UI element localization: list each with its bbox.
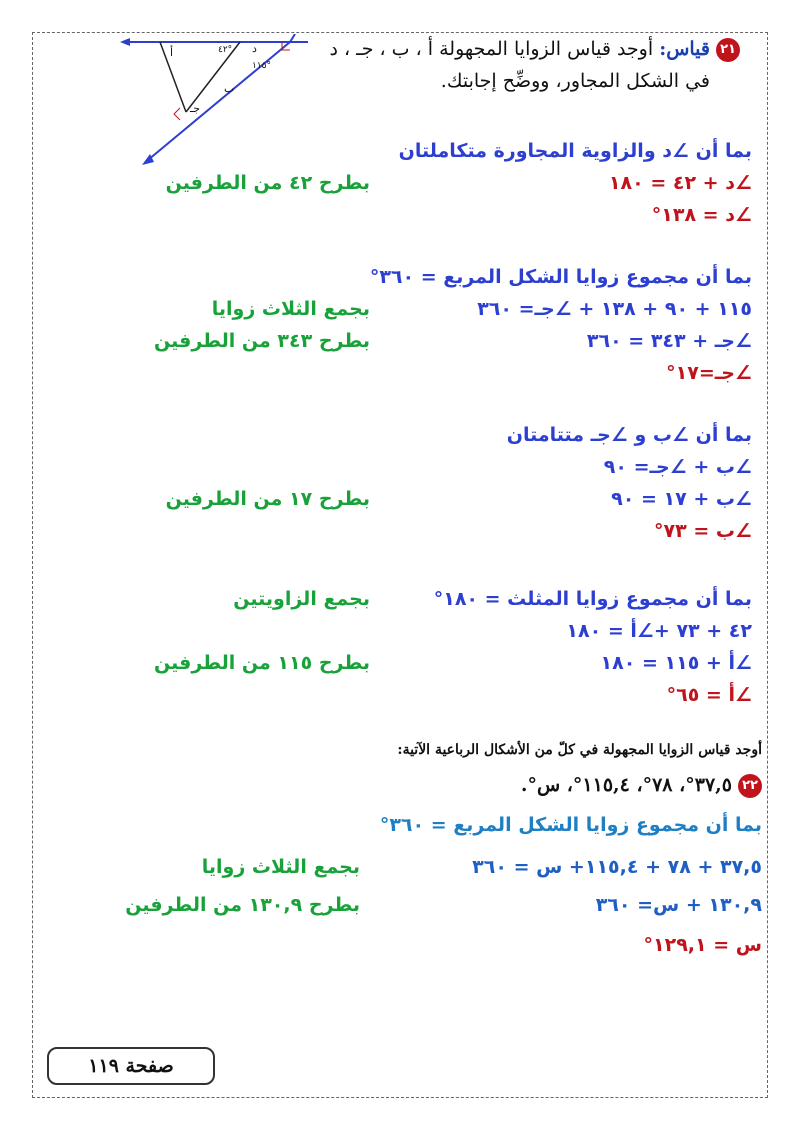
- q21-prompt-line: [329, 38, 740, 62]
- q22-heading: بما أن مجموع زوايا الشكل المربع = ٣٦٠°: [379, 814, 762, 836]
- q21-number-badge: ٢١: [716, 38, 740, 62]
- step1-line1: ∠د + ٤٢ = ١٨٠: [608, 172, 752, 194]
- q21-prompt: أوجد قياس الزوايا المجهولة أ ، ب ، جـ ، د: [329, 38, 654, 60]
- step3-line2-note: بطرح ١٧ من الطرفين: [165, 488, 370, 510]
- step1-heading: بما أن ∠د والزاوية المجاورة متكاملتان: [398, 140, 752, 162]
- step1-line2: ∠د = ١٣٨°: [651, 204, 752, 226]
- q22-line2: ١٣٠,٩ + س= ٣٦٠: [595, 894, 762, 916]
- step2-heading: بما أن مجموع زوايا الشكل المربع = ٣٦٠°: [369, 266, 752, 288]
- q22-given-line: [521, 774, 762, 798]
- step2-line2-note: بطرح ٣٤٣ من الطرفين: [154, 330, 370, 352]
- q21-prompt2: في الشكل المجاور، ووضِّح إجابتك.: [440, 70, 710, 92]
- figure-label-j: جـ: [190, 102, 201, 115]
- step4-line2-note: بطرح ١١٥ من الطرفين: [154, 652, 370, 674]
- page-number-box: صفحة ١١٩: [47, 1047, 215, 1085]
- figure-label-b: ب: [224, 82, 235, 95]
- q22-given: ٣٧,٥°، ٧٨°، ١١٥,٤°، س°.: [520, 774, 732, 796]
- figure-angle-115: ١١٥°: [252, 61, 272, 71]
- q22-number-badge: ٢٢: [738, 774, 762, 798]
- step1-line1-note: بطرح ٤٢ من الطرفين: [165, 172, 370, 194]
- step3-line3: ∠ب = ٧٣°: [654, 520, 752, 542]
- figure-label-a: أ: [170, 46, 174, 59]
- q22-line1: ٣٧,٥ + ٧٨ + ١١٥,٤+ س = ٣٦٠: [472, 856, 762, 878]
- step3-line1: ∠ب + ∠جـ= ٩٠: [603, 456, 752, 478]
- figure-angle-42: ٤٢°: [218, 45, 233, 55]
- step3-line2: ∠ب + ١٧ = ٩٠: [611, 488, 752, 510]
- figure-label-d: د: [252, 42, 257, 55]
- step2-line2: ∠جـ + ٣٤٣ = ٣٦٠: [586, 330, 752, 352]
- triangle-figure: [120, 34, 310, 169]
- step4-line1: ٤٢ + ٧٣ +∠أ = ١٨٠: [566, 620, 752, 642]
- q21-label: قياس:: [659, 38, 710, 60]
- step3-heading: بما أن ∠ب و ∠جـ متتامتان: [506, 424, 752, 446]
- step2-line1: ١١٥ + ٩٠ + ١٣٨ + ∠جـ= ٣٦٠: [477, 298, 752, 320]
- step4-heading: بما أن مجموع زوايا المثلث = ١٨٠°: [433, 588, 752, 610]
- q22-line3: س = ١٢٩,١°: [643, 934, 762, 956]
- step4-line2: ∠أ + ١١٥ = ١٨٠: [600, 652, 752, 674]
- step2-line1-note: بجمع الثلاث زوايا: [211, 298, 370, 320]
- section-instruction: أوجد قياس الزوايا المجهولة في كلّ من الأشكال الرباعية الآتية:: [397, 742, 762, 758]
- step4-line3: ∠أ = ٦٥°: [666, 684, 752, 706]
- q22-line2-note: بطرح ١٣٠,٩ من الطرفين: [125, 894, 360, 916]
- step2-line3: ∠جـ=١٧°: [666, 362, 752, 384]
- step4-heading-note: بجمع الزاويتين: [233, 588, 370, 610]
- q22-line1-note: بجمع الثلاث زوايا: [201, 856, 360, 878]
